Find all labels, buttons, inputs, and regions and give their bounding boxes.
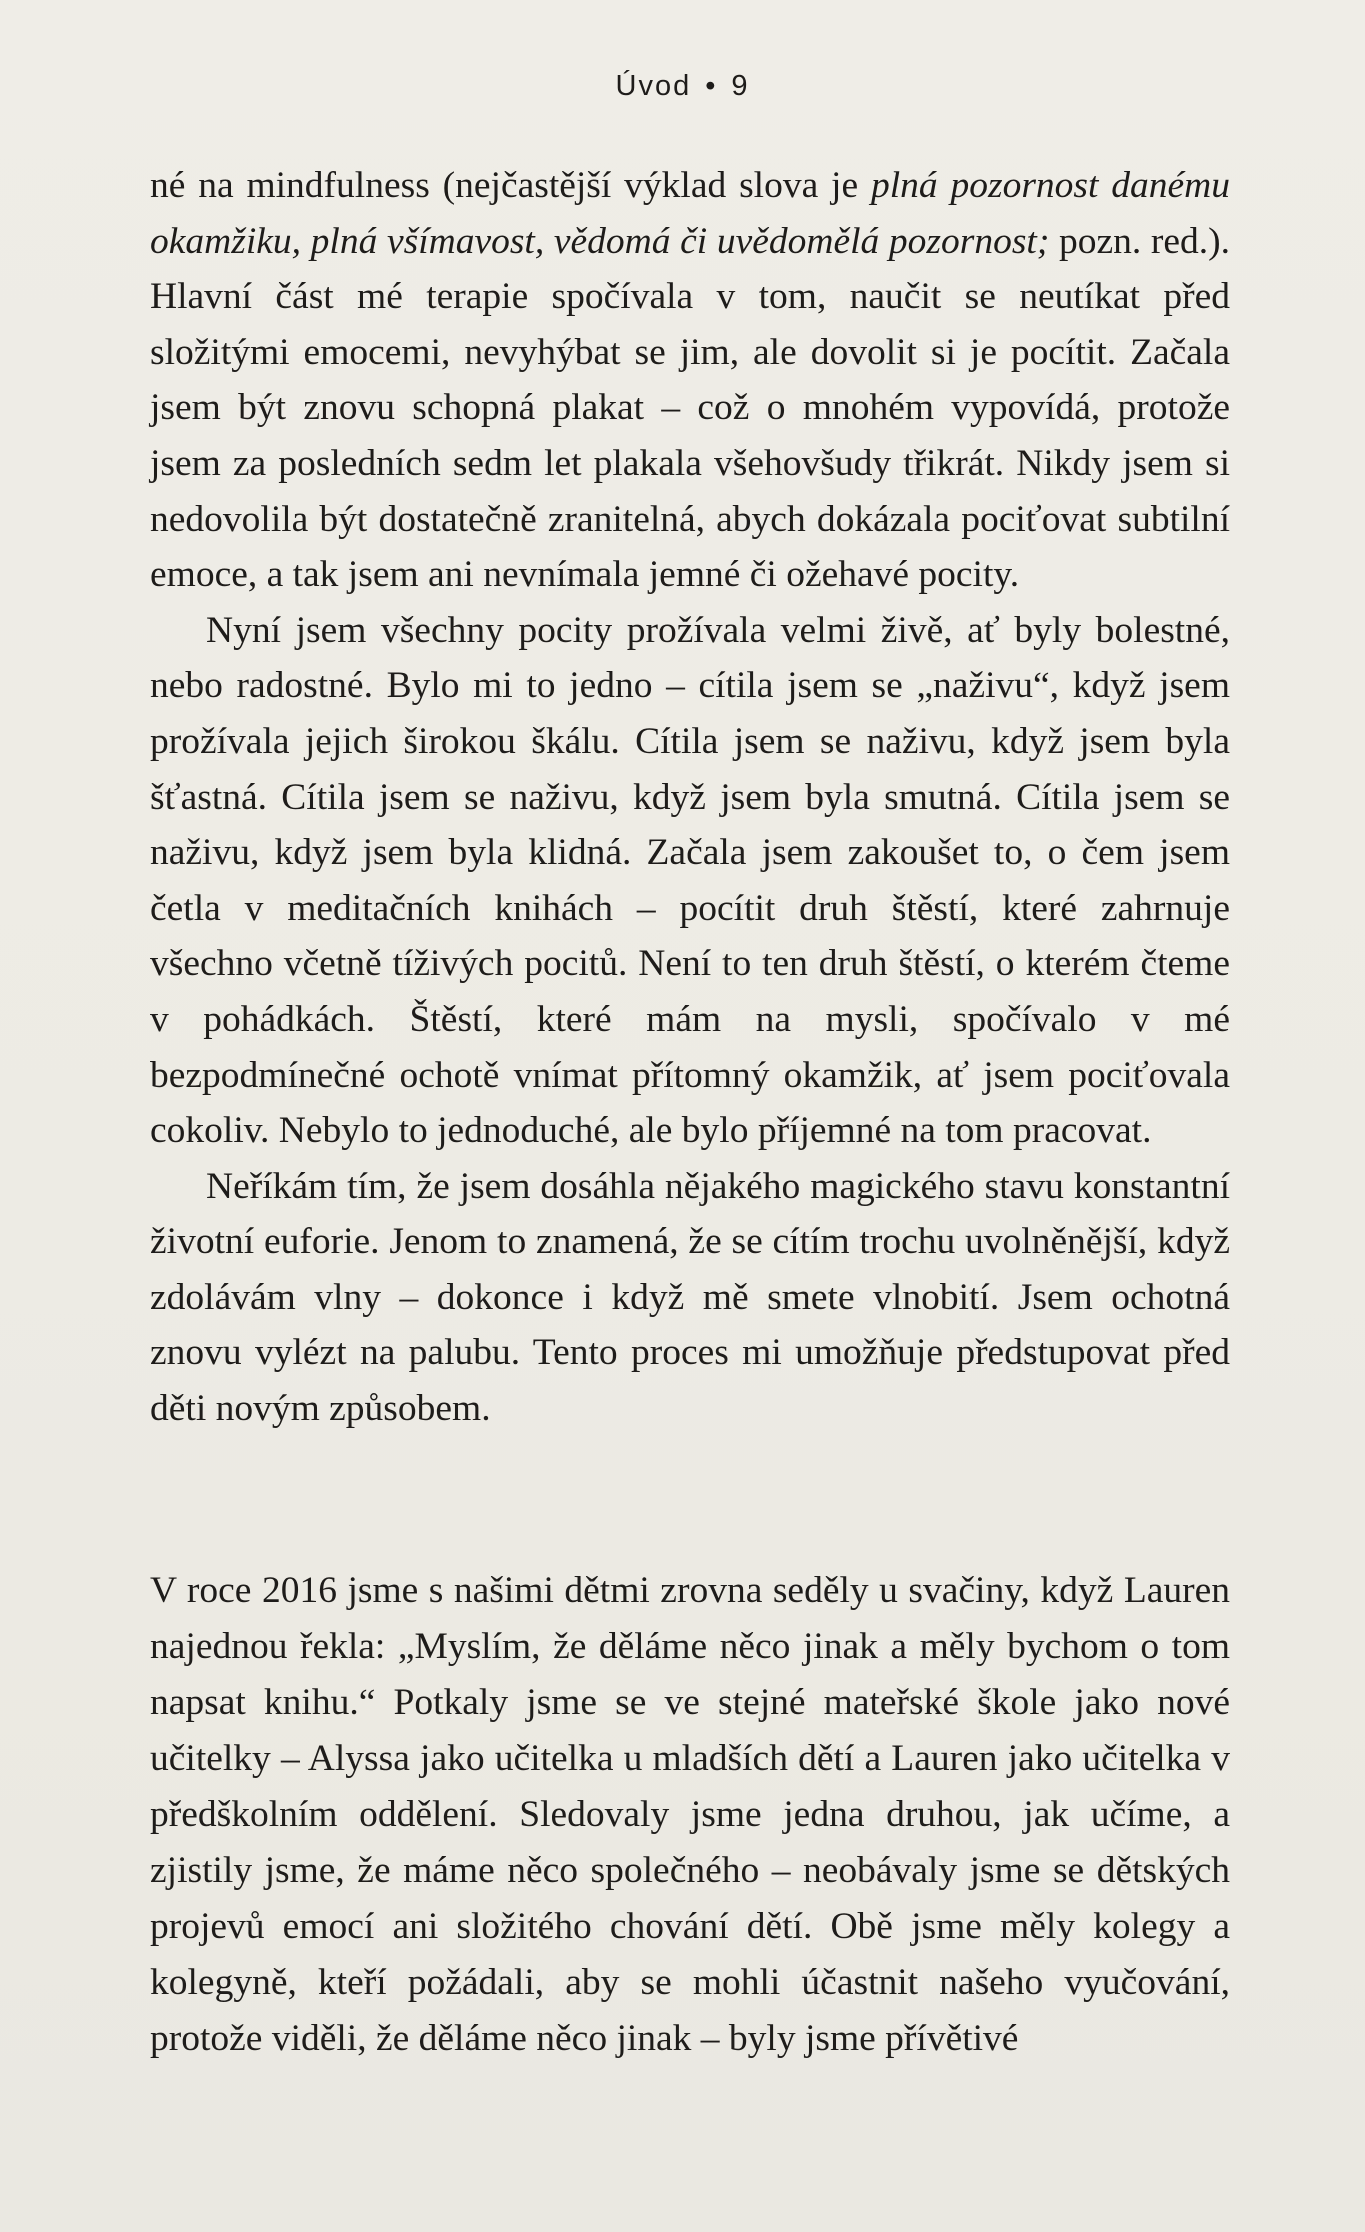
chapter-title: Úvod <box>615 70 692 102</box>
header-separator: • <box>705 70 718 102</box>
paragraph-1-lead: né na mindfulness (nejčastější výklad slova je <box>150 165 871 206</box>
paragraph-2: Nyní jsem všechny pocity prožívala velmi živě, ať byly bolestné, nebo radostné. Bylo mi to jedno – cítila jsem se „naživu“, když jsem prožívala jejich širokou škálu. Cítila jsem se naživu, když jsem byla šťastná. Cítila jsem se naživu, když jsem byla smutná. Cítila jsem se naživu, když jsem byla klidná. Začala jsem zakoušet to, o čem jsem četla v meditačních knihách – pocítit druh štěstí, které zahrnuje všechno včetně tíživých pocitů. Není to ten druh štěstí, o kterém čteme v pohádkách. Štěstí, které mám na mysli, spočívalo v mé bezpodmínečné ochotě vnímat přítomný okamžik, ať jsem pociťovala cokoliv. Nebylo to jednoduché, ale bylo příjemné na tom pracovat. <box>150 609 1230 1152</box>
paragraph-4: V roce 2016 jsme s našimi dětmi zrovna seděly u svačiny, když Lauren najednou řekla: „Myslím, že děláme něco jinak a měly bychom o tom napsat knihu.“ Potkaly jsme se ve stejné mateřské škole jako nové učitelky – Alyssa jako učitelka u mladších dětí a Lauren jako učitelka v předškolním oddělení. Sledovaly jsme jedna druhou, jak učíme, a zjistily jsme, že máme něco společného – neobávaly jsme se dětských projevů emocí ani složitého chování dětí. Obě jsme měly kolegy a kolegyně, kteří požádali, aby se mohli účastnit našeho vyučování, protože viděli, že děláme něco jinak – byly jsme přívětivé <box>150 1570 1230 2059</box>
paragraph-1-tail: pozn. red.). Hlavní část mé terapie spočívala v tom, naučit se neutíkat před složitými emocemi, nevyhýbat se jim, ale dovolit si je pocítit. Začala jsem být znovu schopná plakat – což o mnohém vypovídá, protože jsem za posledních sedm let plakala všehovšudy třikrát. Nikdy jsem si nedovolila být dostatečně zranitelná, abych dokázala pociťovat subtilní emoce, a tak jsem ani nevnímala jemné či ožehavé pocity. <box>150 220 1231 596</box>
page-number: 9 <box>731 70 750 102</box>
paragraph-1-italic: plná pozornost danému okamžiku, plná všímavost, vědomá či uvědomělá pozornost; <box>150 165 1230 262</box>
text-section-2 <box>150 1563 1230 2067</box>
paragraph-3: Neříkám tím, že jsem dosáhla nějakého magického stavu konstantní životní euforie. Jenom to znamená, že se cítím trochu uvolněnější, když zdolávám vlny – dokonce i když mě smete vlnobití. Jsem ochotná znovu vylézt na palubu. Tento proces mi umožňuje předstupovat před děti novým způsobem. <box>150 1165 1230 1430</box>
text-section-1 <box>150 158 1230 1437</box>
paragraph-1 <box>150 158 1230 603</box>
running-header <box>0 70 1365 103</box>
